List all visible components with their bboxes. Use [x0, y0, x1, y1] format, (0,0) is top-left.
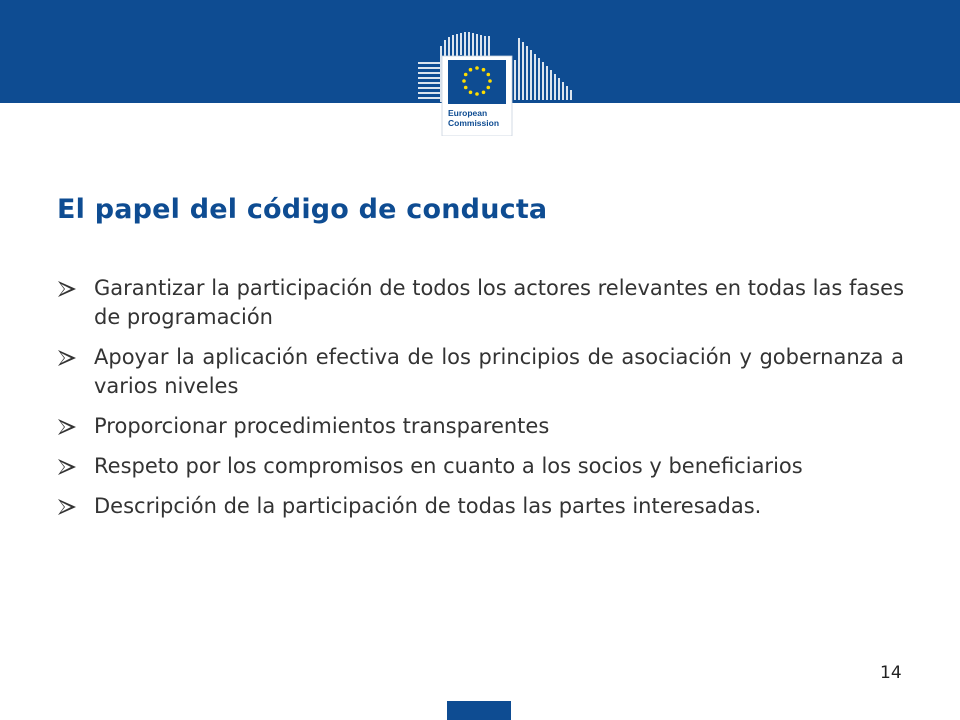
arrow-bullet-icon: [58, 281, 76, 297]
bullet-item: [58, 274, 904, 332]
bullet-item: [58, 412, 904, 441]
logo-wordmark: [448, 108, 518, 128]
bullet-text: Apoyar la aplicación efectiva de los principios de asociación y gobernanza a varios niveles: [94, 345, 904, 398]
arrow-bullet-icon: [58, 459, 76, 475]
bullet-item: [58, 452, 904, 481]
bullet-text: Proporcionar procedimientos transparentes: [94, 414, 550, 438]
bullet-text: Respeto por los compromisos en cuanto a los socios y beneficiarios: [94, 454, 803, 478]
logo-line-1: European: [448, 108, 488, 118]
slide-title: El papel del código de conducta: [57, 194, 548, 225]
bullet-text: Garantizar la participación de todos los actores relevantes en todas las fases de programación: [94, 276, 905, 329]
footer-tab: [447, 701, 511, 720]
arrow-bullet-icon: [58, 350, 76, 366]
arrow-bullet-icon: [58, 419, 76, 435]
bullet-text: Descripción de la participación de todas las partes interesadas.: [94, 494, 762, 518]
european-commission-logo: [418, 32, 576, 136]
arrow-bullet-icon: [58, 499, 76, 515]
logo-line-2: Commission: [448, 118, 500, 128]
page-number: 14: [880, 663, 902, 683]
bullet-item: [58, 492, 904, 521]
bullet-list: [58, 274, 904, 532]
bullet-item: [58, 343, 904, 401]
